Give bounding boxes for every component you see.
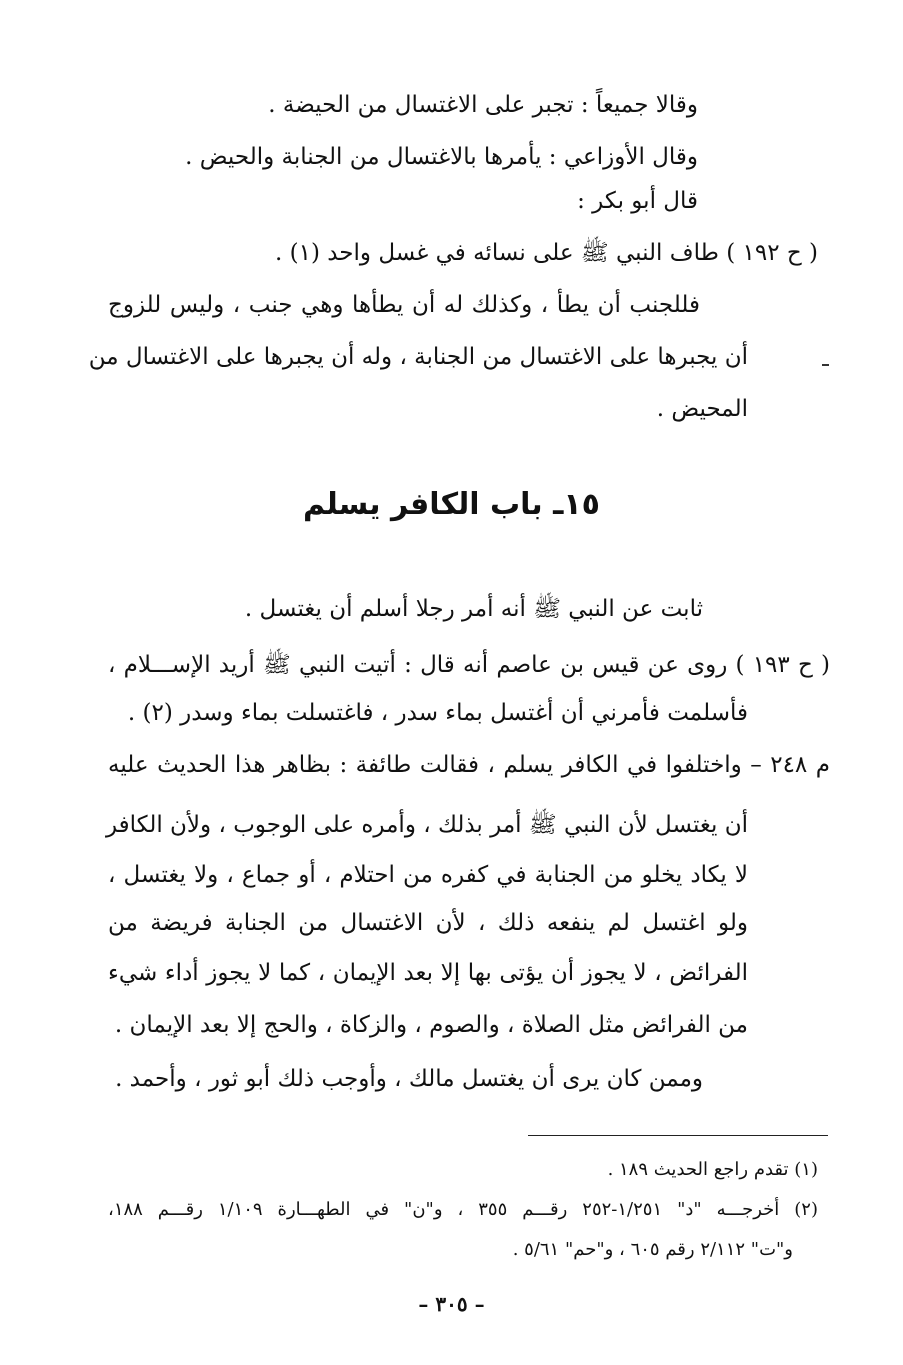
text-line-3: قال أبو بكر : bbox=[577, 188, 698, 214]
text-line-7: المحيض . bbox=[656, 396, 748, 422]
issue-248-line: م ٢٤٨ – واختلفوا في الكافر يسلم ، فقالت طائفة : بظاهر هذا الحديث عليه bbox=[108, 752, 830, 778]
text-line-1: وقالا جميعاً : تجبر على الاغتسال من الحيضة . bbox=[268, 92, 698, 118]
text-line-13: لا يكاد يخلو من الجنابة في كفره من احتلام ، أو جماع ، ولا يغتسل ، bbox=[108, 862, 748, 888]
text-line-2: وقال الأوزاعي : يأمرها بالاغتسال من الجنابة والحيض . bbox=[185, 144, 698, 170]
hadith-192-line: ( ح ١٩٢ ) طاف النبي ﷺ على نسائه في غسل واحد (١) . bbox=[274, 240, 818, 266]
text-line-10: فأسلمت فأمرني أن أغتسل بماء سدر ، فاغتسلت بماء وسدر (٢) . bbox=[127, 700, 748, 726]
margin-dash bbox=[822, 364, 829, 366]
text-line-16: من الفرائض مثل الصلاة ، والصوم ، والزكاة ، والحج إلا بعد الإيمان . bbox=[114, 1012, 748, 1038]
footnote-2: (٢) أخرجـــه "د" ١/٢٥١-٢٥٢ رقـــم ٣٥٥ ، و"ن" في الطهـــارة ١/١٠٩ رقـــم ١٨٨، bbox=[108, 1199, 818, 1220]
section-title: ١٥ـ باب الكافر يسلم bbox=[302, 487, 600, 522]
page-number: – ٣٠٥ – bbox=[418, 1292, 485, 1316]
text-line-15: الفرائض ، لا يجوز أن يؤتى بها إلا بعد الإيمان ، كما لا يجوز أداء شيء bbox=[108, 960, 748, 986]
footnote-1: (١) تقدم راجع الحديث ١٨٩ . bbox=[607, 1159, 818, 1180]
text-line-14: ولو اغتسل لم ينفعه ذلك ، لأن الاغتسال من الجنابة فريضة من bbox=[108, 910, 748, 936]
footnote-2-continued: و"ت" ٢/١١٢ رقم ٦٠٥ ، و"حم" ٥/٦١ . bbox=[512, 1239, 793, 1260]
text-line-8: ثابت عن النبي ﷺ أنه أمر رجلا أسلم أن يغتسل . bbox=[244, 596, 703, 622]
footnote-separator bbox=[528, 1135, 828, 1136]
hadith-193-line: ( ح ١٩٣ ) روى عن قيس بن عاصم أنه قال : أتيت النبي ﷺ أريد الإســـلام ، bbox=[108, 652, 830, 678]
text-line-6: أن يجبرها على الاغتسال من الجنابة ، وله أن يجبرها على الاغتسال من bbox=[88, 344, 748, 370]
text-line-12: أن يغتسل لأن النبي ﷺ أمر بذلك ، وأمره على الوجوب ، ولأن الكافر bbox=[105, 812, 748, 838]
text-line-17: وممن كان يرى أن يغتسل مالك ، وأوجب ذلك أبو ثور ، وأحمد . bbox=[115, 1066, 703, 1092]
text-line-5: فللجنب أن يطأ ، وكذلك له أن يطأها وهي جنب ، وليس للزوج bbox=[108, 292, 700, 318]
